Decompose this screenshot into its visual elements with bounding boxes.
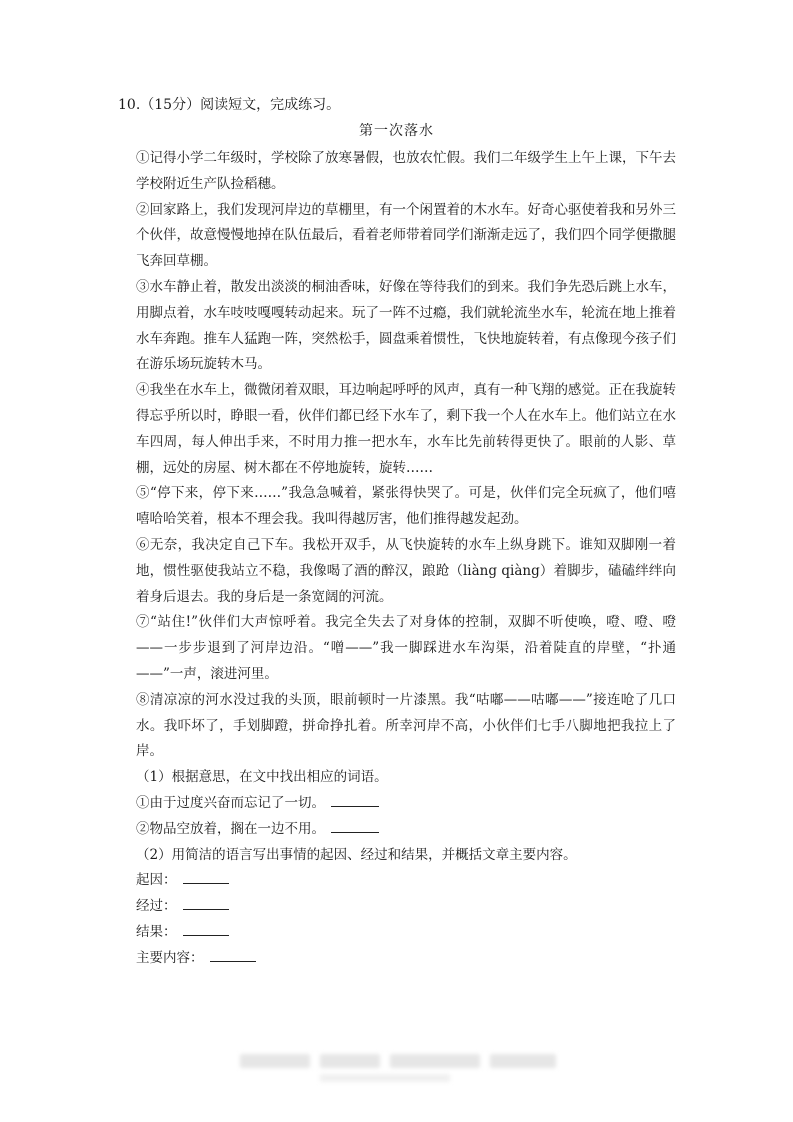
subquestion-2-prompt: （2）用简洁的语言写出事情的起因、经过和结果，并概括文章主要内容。 — [136, 846, 577, 863]
cause-answer-blank[interactable] — [183, 869, 229, 884]
blurred-footer-watermark — [240, 1052, 556, 1070]
paragraph-7: ⑦“站住!”伙伴们大声惊呼着。我完全失去了对身体的控制，双脚不听使唤，噔、噔、噔——一步步退到了河岸边沿。“噌——”我一脚踩进水车沟渠，沿着陡直的岸壁，“扑通——”一声，滚进河里。 — [136, 614, 676, 682]
main-idea-answer-blank[interactable] — [210, 947, 256, 962]
answer-blank-2[interactable] — [331, 818, 379, 833]
result-label: 结果： — [136, 923, 177, 940]
paragraph-8: ⑧清凉凉的河水没过我的头顶，眼前顿时一片漆黑。我“咕嘟——咕嘟——”接连呛了几口水。我吓坏了，手划脚蹬，拼命挣扎着。所幸河岸不高，小伙伴们七手八脚地把我拉上了岸。 — [136, 691, 676, 760]
paragraph-2: ②回家路上，我们发现河岸边的草棚里，有一个闲置着的木水车。好奇心驱使着我和另外三个伙伴，故意慢慢地掉在队伍最后，看着老师带着同学们渐渐走远了，我们四个同学便撒腿飞奔回草棚。 — [136, 201, 676, 270]
paragraph-5: ⑤“停下来，停下来……”我急急喊着，紧张得快哭了。可是，伙伴们完全玩疯了，他们嘻嘻哈哈笑着，根本不理会我。我叫得越厉害，他们推得越发起劲。 — [136, 485, 676, 528]
process-row — [136, 894, 676, 920]
paragraph-6: ⑥无奈，我决定自己下车。我松开双手，从飞快旋转的水车上纵身跳下。谁知双脚刚一着地，惯性驱使我站立不稳，我像喝了酒的醉汉，踉跄（liàng qiàng）着脚步，磕磕绊绊向着身后退去。我的身后是一条宽阔的河流。 — [136, 536, 676, 605]
paragraph-4: ④我坐在水车上，微微闭着双眼，耳边响起呼呼的风声，真有一种飞翔的感觉。正在我旋转得忘乎所以时，睁眼一看，伙伴们都已经下水车了，剩下我一个人在水车上。他们站立在水车四周，每人伸出手来，不时用力推一把水车，水车比先前转得更快了。眼前的人影、草棚，远处的房屋、树木都在不停地旋转，旋转…… — [136, 382, 676, 476]
question-header: 10.（15分）阅读短文，完成练习。 — [118, 97, 341, 113]
paragraph-1: ①记得小学二年级时，学校除了放寒暑假，也放农忙假。我们二年级学生上午上课，下午去学校附近生产队捡稻穗。 — [136, 150, 676, 192]
passage-content — [136, 146, 676, 972]
subquestion-1-item-2-text: ②物品空放着，搁在一边不用。 — [136, 820, 325, 837]
cause-label: 起因： — [136, 872, 177, 889]
result-row — [136, 920, 676, 946]
main-idea-row — [136, 946, 676, 972]
subquestion-1-prompt: （1）根据意思，在文中找出相应的词语。 — [136, 769, 388, 786]
subquestion-1-item-1-text: ①由于过度兴奋而忘记了一切。 — [136, 794, 325, 811]
cause-row — [136, 868, 676, 894]
process-answer-blank[interactable] — [183, 895, 229, 910]
main-idea-label: 主要内容： — [136, 949, 204, 966]
result-answer-blank[interactable] — [183, 921, 229, 936]
paragraph-3: ③水车静止着，散发出淡淡的桐油香味，好像在等待我们的到来。我们争先恐后跳上水车，用脚点着，水车吱吱嘎嘎转动起来。玩了一阵不过瘾，我们就轮流坐水车，轮流在地上推着水车奔跑。推车人猛跑一阵，突然松手，圆盘乘着惯性，飞快地旋转着，有点像现今孩子们在游乐场玩旋转木马。 — [136, 278, 676, 373]
subquestion-1-item-2 — [136, 817, 676, 843]
passage-title: 第一次落水 — [359, 123, 434, 139]
process-label: 经过： — [136, 898, 177, 915]
answer-blank-1[interactable] — [331, 792, 379, 807]
subquestion-1-item-1 — [136, 791, 676, 817]
